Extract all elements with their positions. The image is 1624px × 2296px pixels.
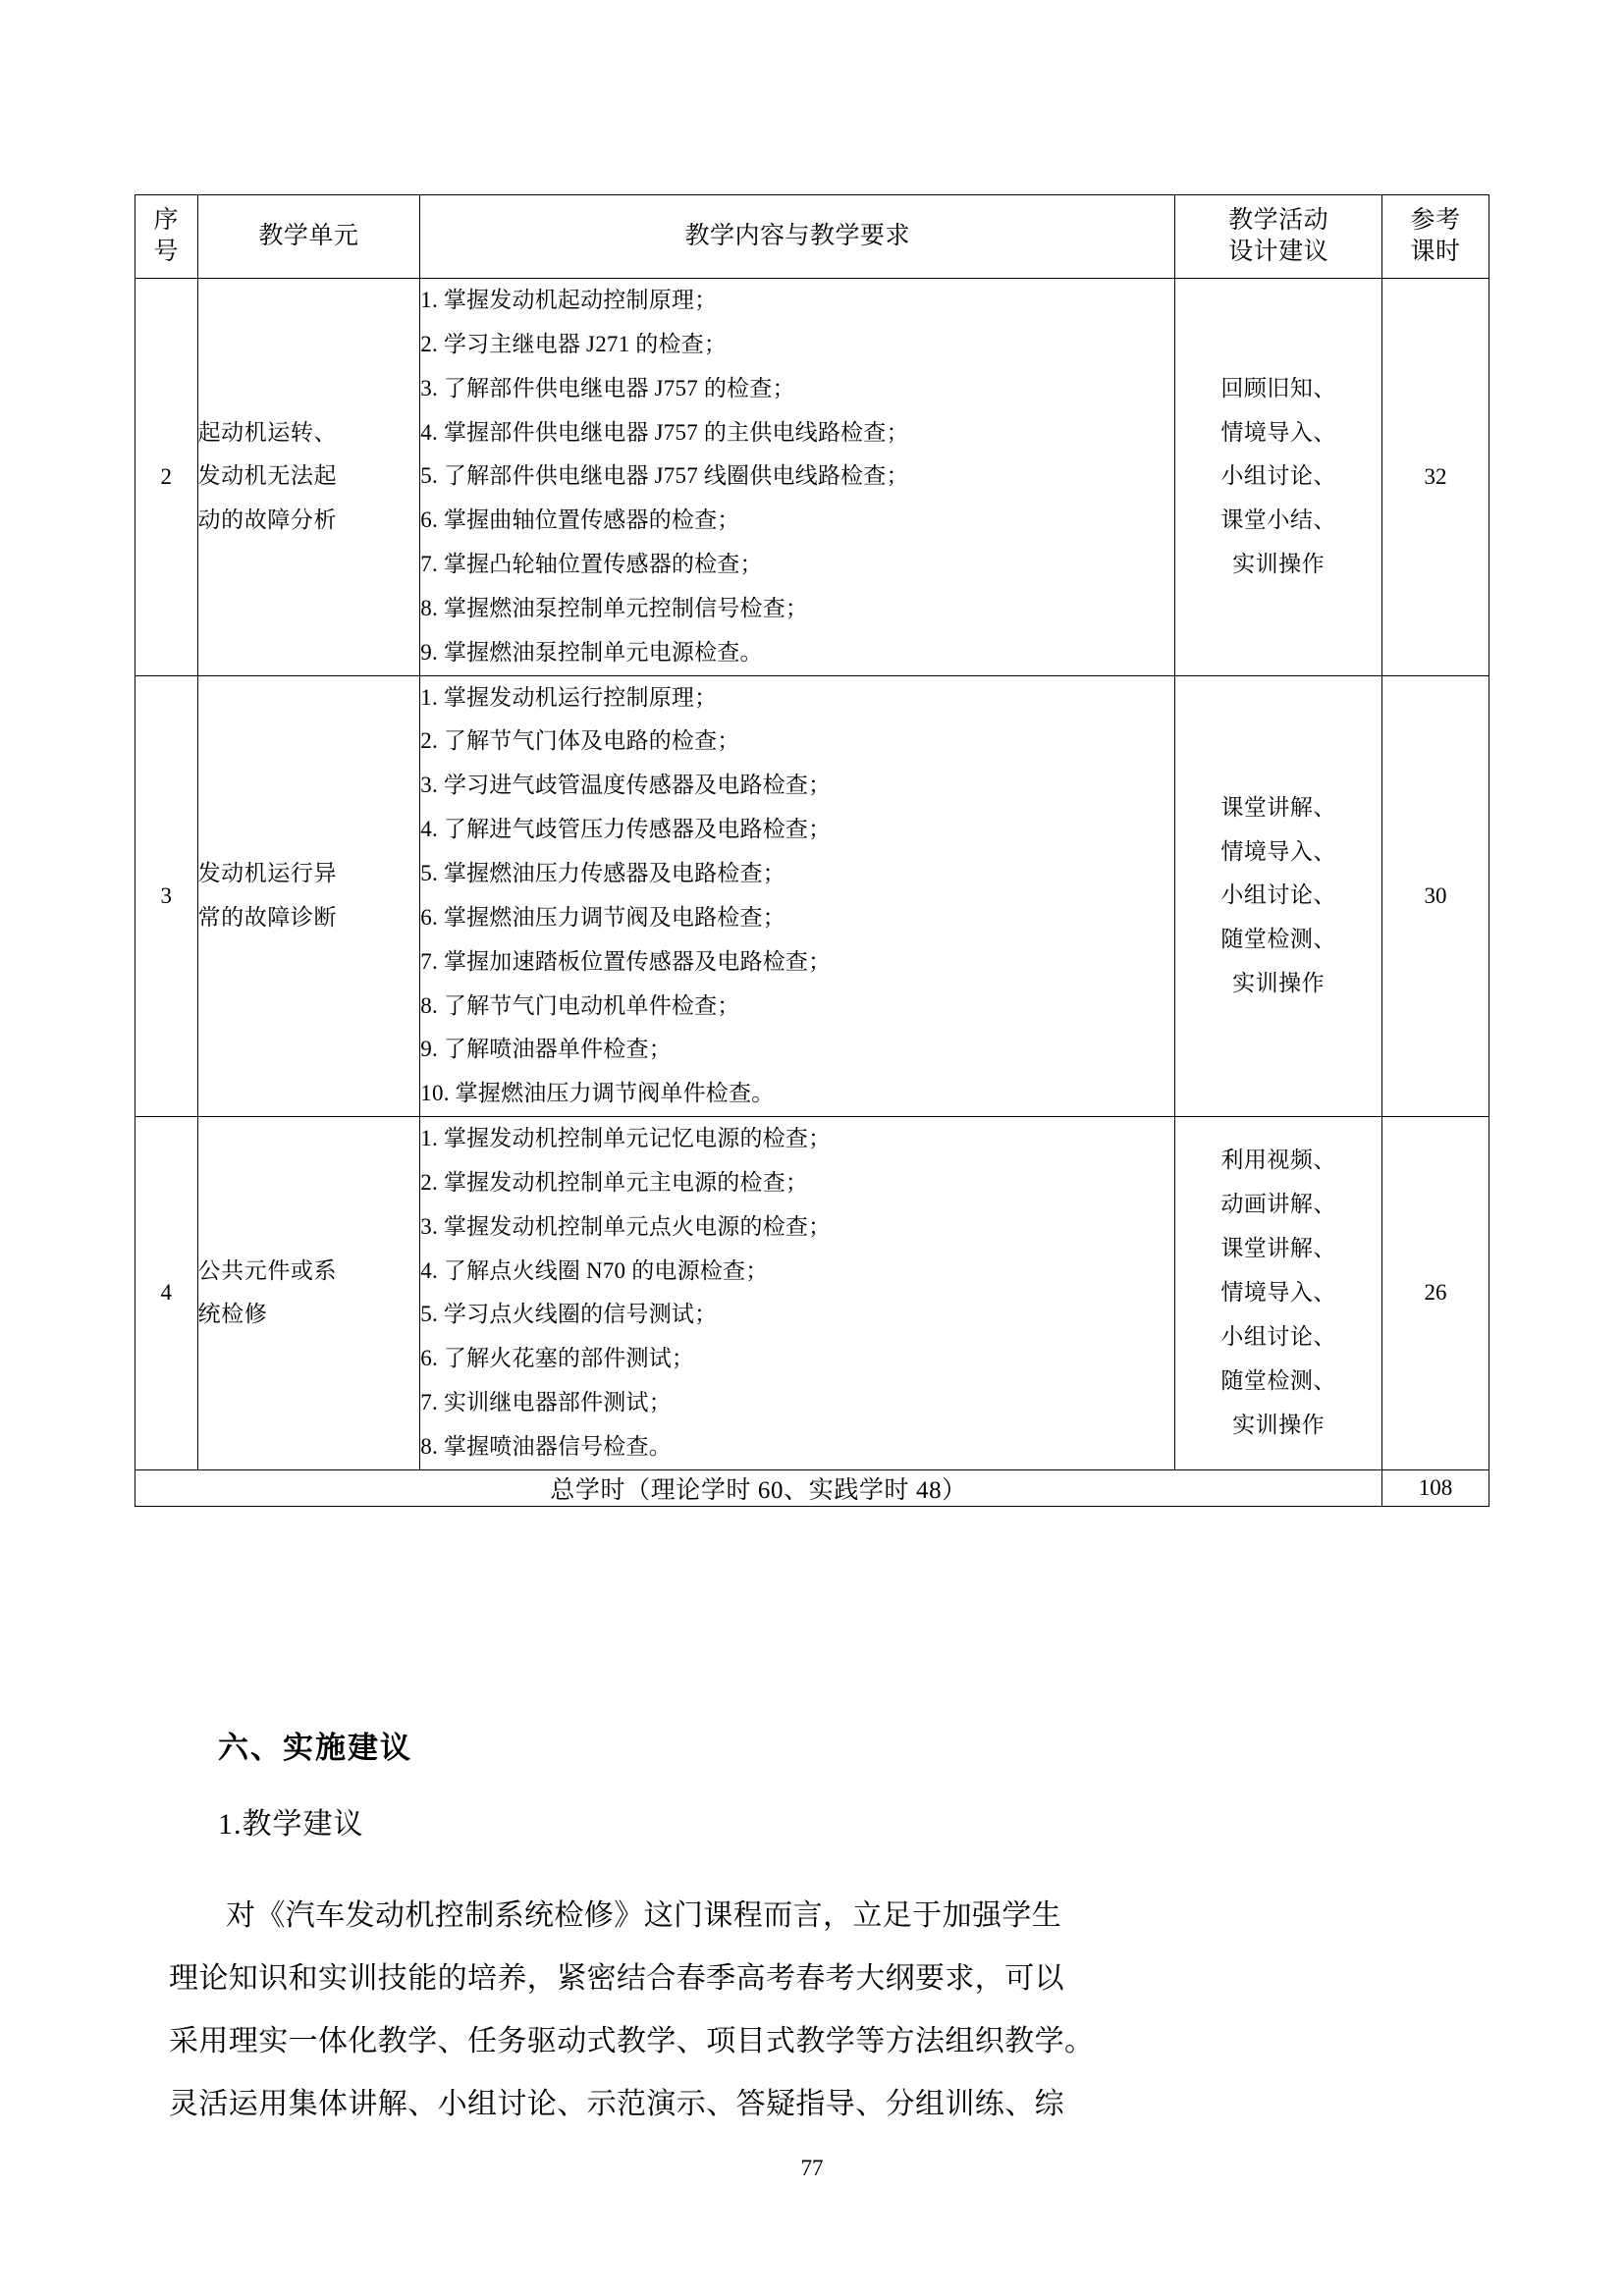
unit-line: 起动机运转、	[197, 419, 338, 445]
content-item: 2. 学习主继电器 J271 的检查；	[420, 331, 728, 356]
paragraph-line: 理论知识和实训技能的培养，紧密结合春季高考春考大纲要求，可以	[169, 1962, 1064, 1995]
unit-line: 发动机无法起	[197, 463, 338, 489]
content-item: 1. 掌握发动机控制单元记忆电源的检查；	[420, 1126, 832, 1151]
activity-line: 课堂讲解、	[1220, 1236, 1336, 1261]
content-item: 4. 了解进气歧管压力传感器及电路检查；	[420, 817, 832, 842]
header-no-line2: 号	[153, 239, 179, 265]
content-list	[420, 1117, 1174, 1469]
table-total-row	[135, 1469, 1489, 1506]
content-item: 3. 学习进气歧管温度传感器及电路检查；	[420, 773, 832, 798]
section-heading: 六、实施建议	[218, 1731, 412, 1765]
row-unit	[197, 675, 420, 1116]
activity-line: 情境导入、	[1220, 419, 1336, 445]
content-item: 8. 了解节气门电动机单件检查；	[420, 992, 740, 1018]
content-item: 9. 掌握燃油泵控制单元电源检查。	[420, 639, 763, 665]
activity-line: 情境导入、	[1220, 1279, 1336, 1305]
row-activity	[1175, 675, 1382, 1116]
sub-section-heading: 1.教学建议	[218, 1808, 364, 1841]
header-no	[135, 195, 198, 279]
content-list	[420, 279, 1174, 675]
content-item: 7. 掌握凸轮轴位置传感器的检查；	[420, 552, 763, 577]
activity-line: 回顾旧知、	[1220, 375, 1336, 400]
unit-line: 动的故障分析	[197, 507, 338, 533]
content-item: 7. 实训继电器部件测试；	[420, 1390, 672, 1415]
paragraph-line: 对《汽车发动机控制系统检修》这门课程而言，立足于加强学生	[226, 1899, 1062, 1932]
unit-line: 公共元件或系	[197, 1257, 338, 1283]
content-item: 3. 了解部件供电继电器 J757 的检查；	[420, 375, 795, 400]
content-item: 10. 掌握燃油压力调节阀单件检查。	[420, 1081, 775, 1106]
content-item: 3. 掌握发动机控制单元点火电源的检查；	[420, 1213, 832, 1239]
activity-line: 课堂讲解、	[1220, 794, 1336, 820]
content-item: 5. 学习点火线圈的信号测试；	[420, 1302, 718, 1327]
activity-line: 实训操作	[1232, 552, 1326, 577]
activity-line: 情境导入、	[1220, 838, 1336, 864]
content-item: 5. 掌握燃油压力传感器及电路检查；	[420, 860, 785, 885]
content-item: 6. 掌握曲轴位置传感器的检查；	[420, 507, 740, 533]
body-paragraph	[169, 1885, 1457, 2136]
paragraph-line: 采用理实一体化教学、任务驱动式教学、项目式教学等方法组织教学。	[169, 2025, 1095, 2057]
header-no-line1: 序	[153, 207, 179, 234]
content-list	[420, 676, 1174, 1116]
row-number: 3	[135, 675, 198, 1116]
table-row	[135, 279, 1489, 676]
total-hours: 108	[1382, 1469, 1489, 1506]
row-unit	[197, 1117, 420, 1470]
unit-line: 常的故障诊断	[197, 904, 338, 930]
table-header-row	[135, 195, 1489, 279]
row-content	[420, 279, 1175, 676]
content-item: 9. 了解喷油器单件检查；	[420, 1037, 672, 1062]
activity-line: 利用视频、	[1220, 1148, 1336, 1173]
row-hours: 30	[1382, 675, 1489, 1116]
total-label: 总学时（理论学时 60、实践学时 48）	[135, 1469, 1382, 1506]
row-activity	[1175, 1117, 1382, 1470]
table-body	[135, 279, 1489, 1507]
row-unit	[197, 279, 420, 676]
activity-line: 小组讨论、	[1220, 1323, 1336, 1349]
unit-line: 发动机运行异	[197, 860, 338, 885]
row-activity	[1175, 279, 1382, 676]
header-activity-line2: 设计建议	[1228, 239, 1329, 265]
header-hours	[1382, 195, 1489, 279]
content-item: 1. 掌握发动机起动控制原理；	[420, 288, 718, 312]
header-hours-line2: 课时	[1410, 239, 1461, 265]
table-header	[135, 195, 1489, 279]
row-hours: 26	[1382, 1117, 1489, 1470]
content-item: 6. 了解火花塞的部件测试；	[420, 1346, 695, 1371]
content-item: 2. 掌握发动机控制单元主电源的检查；	[420, 1169, 809, 1195]
header-hours-line1: 参考	[1410, 207, 1461, 234]
header-unit: 教学单元	[197, 195, 420, 279]
activity-line: 实训操作	[1232, 1412, 1326, 1437]
activity-line: 动画讲解、	[1220, 1192, 1336, 1217]
row-content	[420, 1117, 1175, 1470]
activity-line: 随堂检测、	[1220, 927, 1336, 952]
content-item: 4. 了解点火线圈 N70 的电源检查；	[420, 1257, 769, 1283]
activity-line: 课堂小结、	[1220, 507, 1336, 533]
header-activity-line1: 教学活动	[1228, 207, 1329, 234]
header-content: 教学内容与教学要求	[420, 195, 1175, 279]
row-hours: 32	[1382, 279, 1489, 676]
row-number: 4	[135, 1117, 198, 1470]
header-activity	[1175, 195, 1382, 279]
content-item: 7. 掌握加速踏板位置传感器及电路检查；	[420, 948, 832, 974]
content-item: 2. 了解节气门体及电路的检查；	[420, 728, 740, 754]
content-item: 5. 了解部件供电继电器 J757 线圈供电线路检查；	[420, 463, 909, 489]
content-item: 6. 掌握燃油压力调节阀及电路检查；	[420, 904, 785, 930]
row-content	[420, 675, 1175, 1116]
content-item: 8. 掌握喷油器信号检查。	[420, 1433, 672, 1459]
table-row	[135, 675, 1489, 1116]
content-item: 8. 掌握燃油泵控制单元控制信号检查；	[420, 595, 809, 620]
teaching-plan-table	[135, 194, 1489, 1507]
content-item: 1. 掌握发动机运行控制原理；	[420, 684, 718, 710]
table-row	[135, 1117, 1489, 1470]
activity-line: 小组讨论、	[1220, 463, 1336, 489]
activity-line: 小组讨论、	[1220, 882, 1336, 908]
page-number: 77	[800, 2156, 824, 2180]
activity-line: 实训操作	[1232, 971, 1326, 996]
row-number: 2	[135, 279, 198, 676]
unit-line: 统检修	[197, 1302, 268, 1327]
content-item: 4. 掌握部件供电继电器 J757 的主供电线路检查；	[420, 419, 909, 445]
activity-line: 随堂检测、	[1220, 1367, 1336, 1393]
paragraph-line: 灵活运用集体讲解、小组讨论、示范演示、答疑指导、分组训练、综	[169, 2088, 1064, 2120]
